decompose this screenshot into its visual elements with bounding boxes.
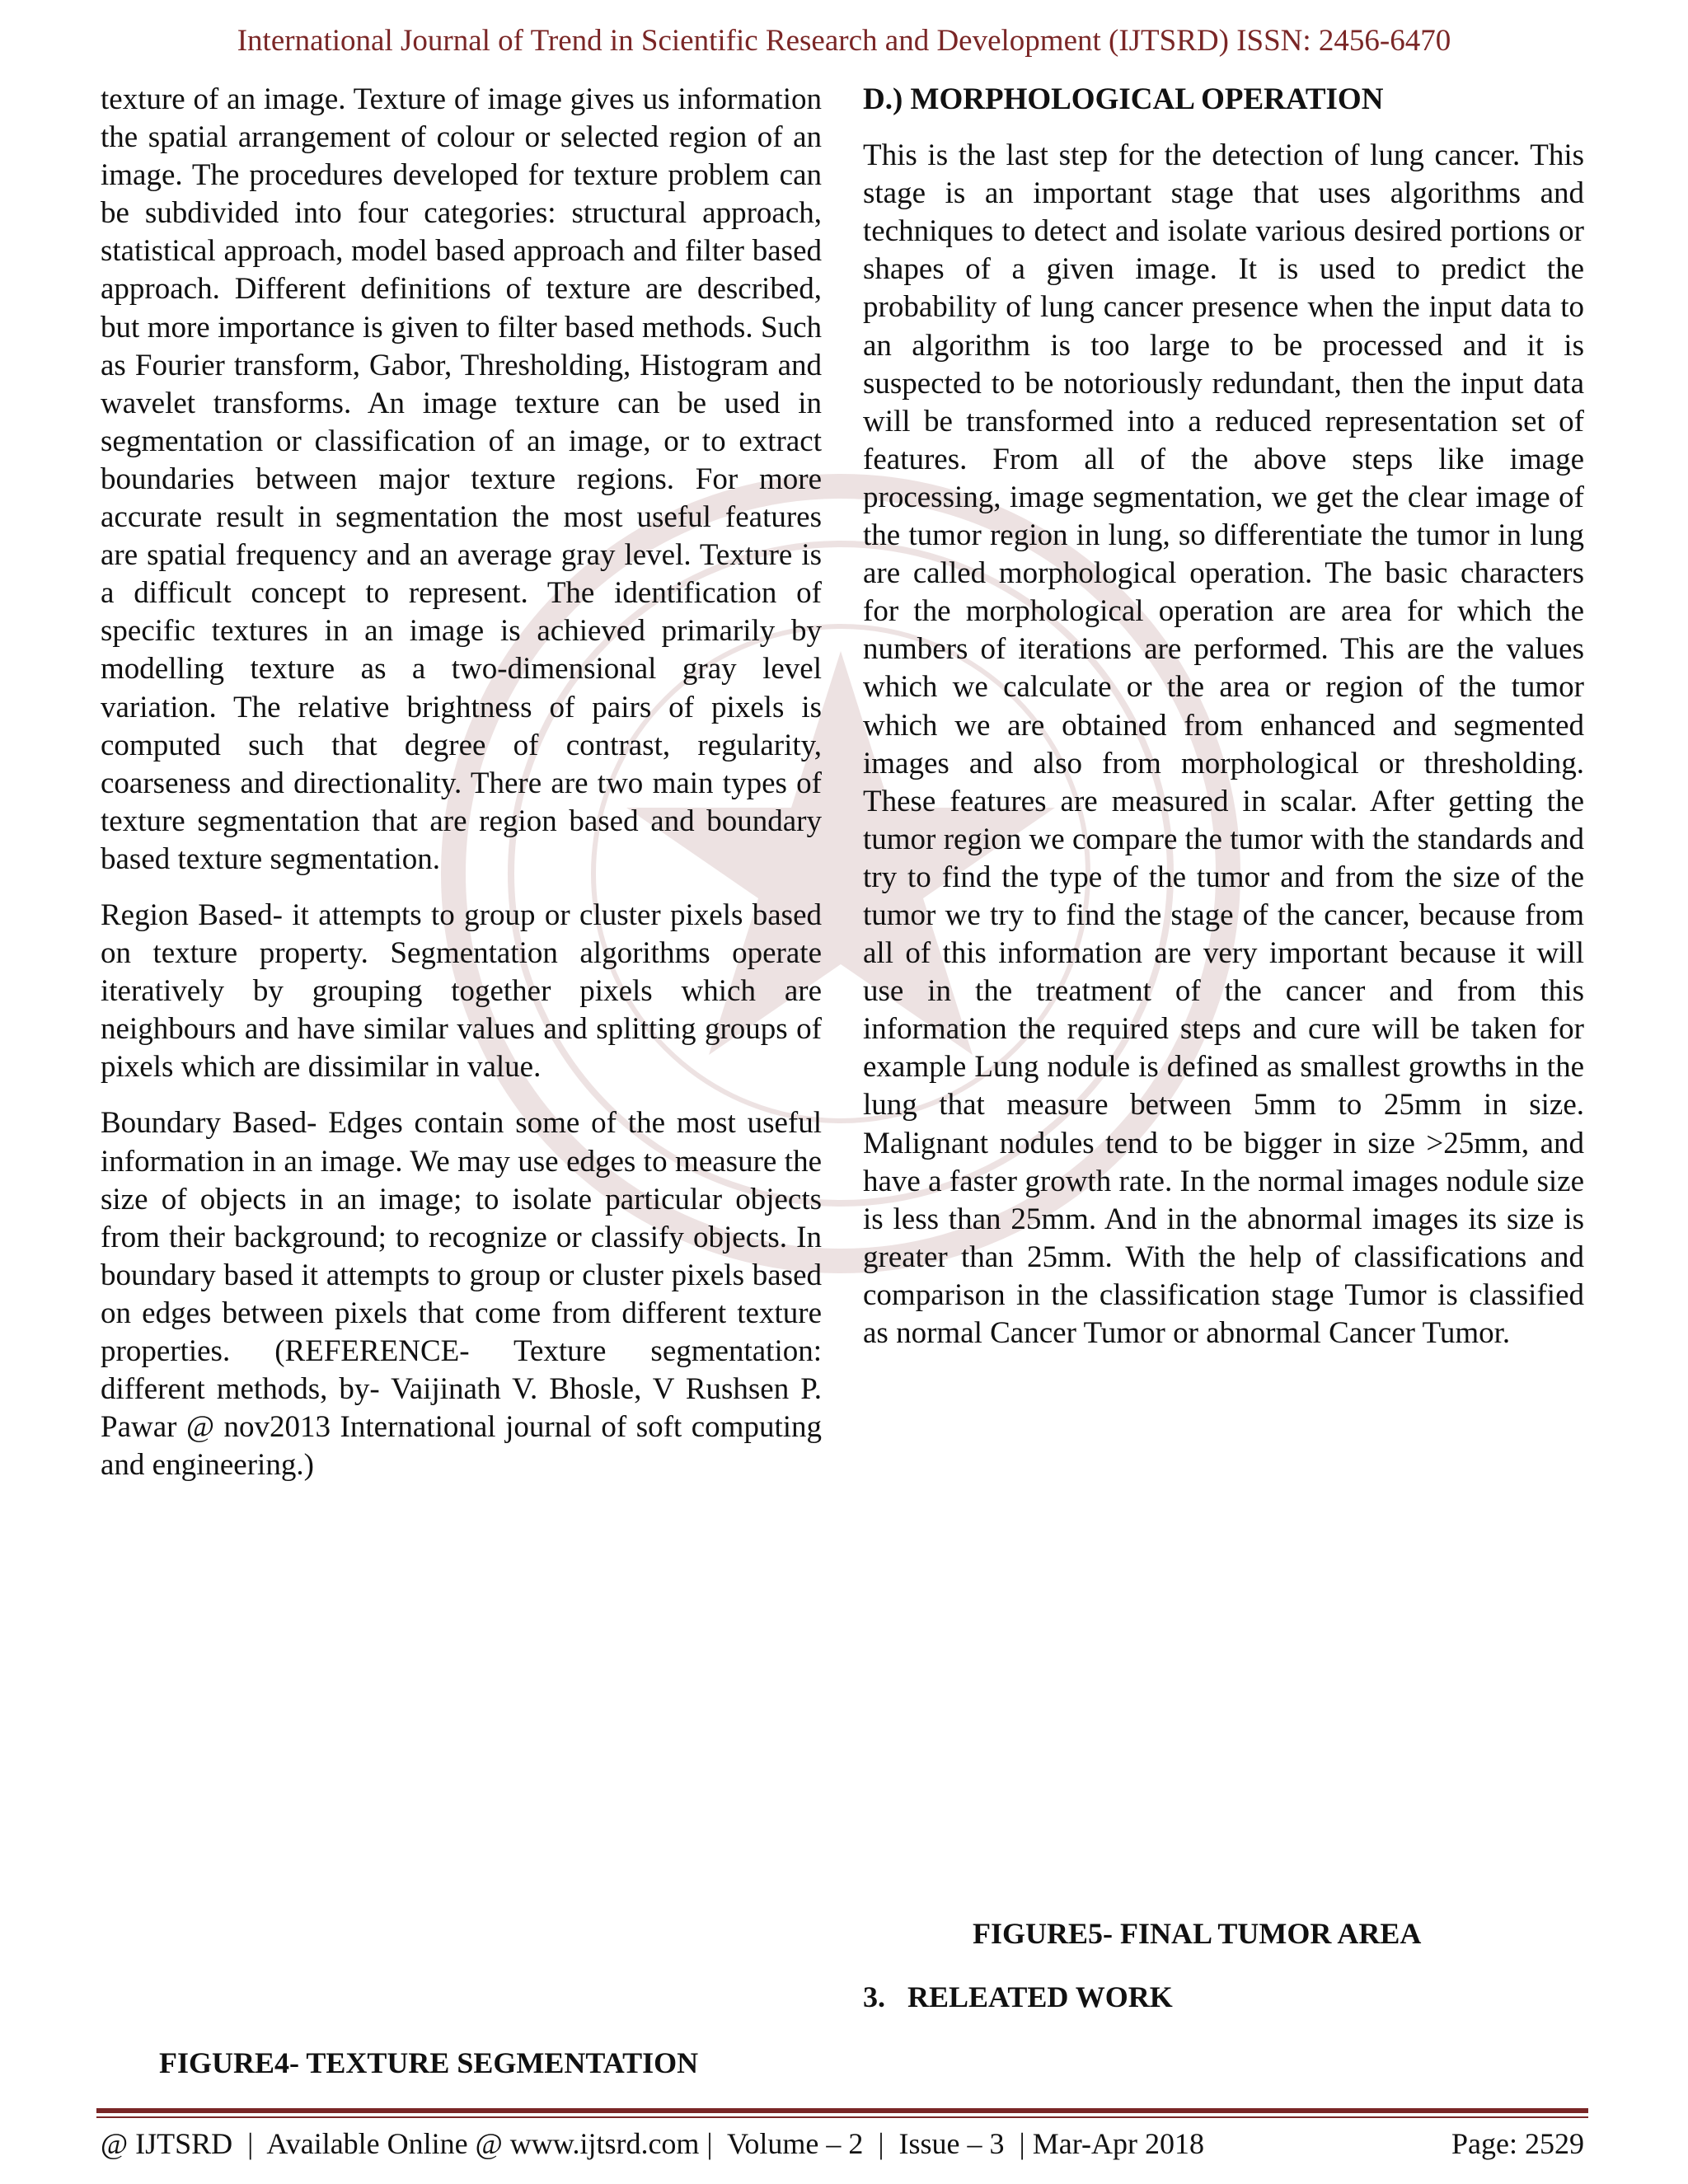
section-heading-morphological: D.) MORPHOLOGICAL OPERATION — [863, 82, 1384, 116]
paragraph-region-based: Region Based- it attempts to group or cluster pixels based on texture property. Segmentation algorithms operate iteratively by grouping together pixels which are neighbours and have similar values and splitting groups of pixels which are dissimilar in value. — [101, 898, 822, 1085]
footer-rule-thin — [96, 2116, 1588, 2118]
footer-info: @ IJTSRD | Available Online @ www.ijtsrd.com | Volume – 2 | Issue – 3 | Mar-Apr 2018 — [101, 2127, 1204, 2160]
paragraph-morphological: This is the last step for the detection of lung cancer. This stage is an important stage that uses algorithms and techniques to detect and isolate various desired portions or shapes of a given image. It is used to predict the probability of lung cancer presence when the input data to an algorithm is too large to be processed and it is suspected to be notoriously redundant, then the input data will be transformed into a reduced representation set of features. From all of the above steps like image processing, image segmentation, we get the clear image of the tumor region in lung, so differentiate the tumor in lung are called morphological operation. The basic characters for the morphological operation are area for which the numbers of iterations are performed. This are the values which we calculate or the area or region of the tumor which we are obtained from enhanced and segmented images and also from morphological or thresholding. These features are measured in scalar. After getting the tumor region we compare the tumor with the standards and try to find the type of the tumor and from the size of the tumor we try to find the stage of the cancer, because from all of this information are very important because it will use in the treatment of the cancer and from this information the required steps and cure will be taken for example Lung nodule is defined as smallest growths in the lung that measure between 5mm to 25mm in size. Malignant nodules tend to be bigger in size >25mm, and have a faster growth rate. In the normal images nodule size is less than 25mm. And in the abnormal images its size is greater than 25mm. With the help of classifications and comparison in the classification stage Tumor is classified as normal Cancer Tumor or abnormal Cancer Tumor. — [863, 138, 1584, 1350]
paragraph-boundary-based: Boundary Based- Edges contain some of the most useful information in an image. We may use edges to measure the size of objects in an image; to isolate particular objects from their background; to recognize or classify objects. In boundary based it attempts to group or cluster pixels based on edges between pixels that come from different texture properties. (REFERENCE- Texture segmentation: different methods, by- Vaijinath V. Bhosle, V Rushsen P. Pawar @ nov2013 International journal of soft computing and engineering.) — [101, 1106, 822, 1483]
related-work-heading: 3. RELEATED WORK — [863, 1980, 1173, 2013]
right-column — [863, 81, 1584, 1371]
left-column — [101, 81, 822, 1502]
page-number: Page: 2529 — [1451, 2127, 1584, 2160]
page-footer — [101, 2126, 1584, 2161]
footer-rule — [96, 2108, 1588, 2113]
figure5-caption: FIGURE5- FINAL TUMOR AREA — [973, 1917, 1422, 1950]
journal-header: International Journal of Trend in Scientific Research and Development (IJTSRD) ISSN: 2456-6470 — [237, 24, 1451, 58]
figure4-caption: FIGURE4- TEXTURE SEGMENTATION — [159, 2046, 699, 2079]
paragraph-texture: texture of an image. Texture of image gives us information the spatial arrangement of colour or selected region of an image. The procedures developed for texture problem can be subdivided into four categories: structural approach, statistical approach, model based approach and filter based approach. Different definitions of texture are described, but more importance is given to filter based methods. Such as Fourier transform, Gabor, Thresholding, Histogram and wavelet transforms. An image texture can be used in segmentation or classification of an image, or to extract boundaries between major texture regions. For more accurate result in segmentation the most useful features are spatial frequency and an average gray level. Texture is a difficult concept to represent. The identification of specific textures in an image is achieved primarily by modelling texture as a two-dimensional gray level variation. The relative brightness of pairs of pixels is computed such that degree of contrast, regularity, coarseness and directionality. There are two main types of texture segmentation that are region based and boundary based texture segmentation. — [101, 82, 822, 876]
